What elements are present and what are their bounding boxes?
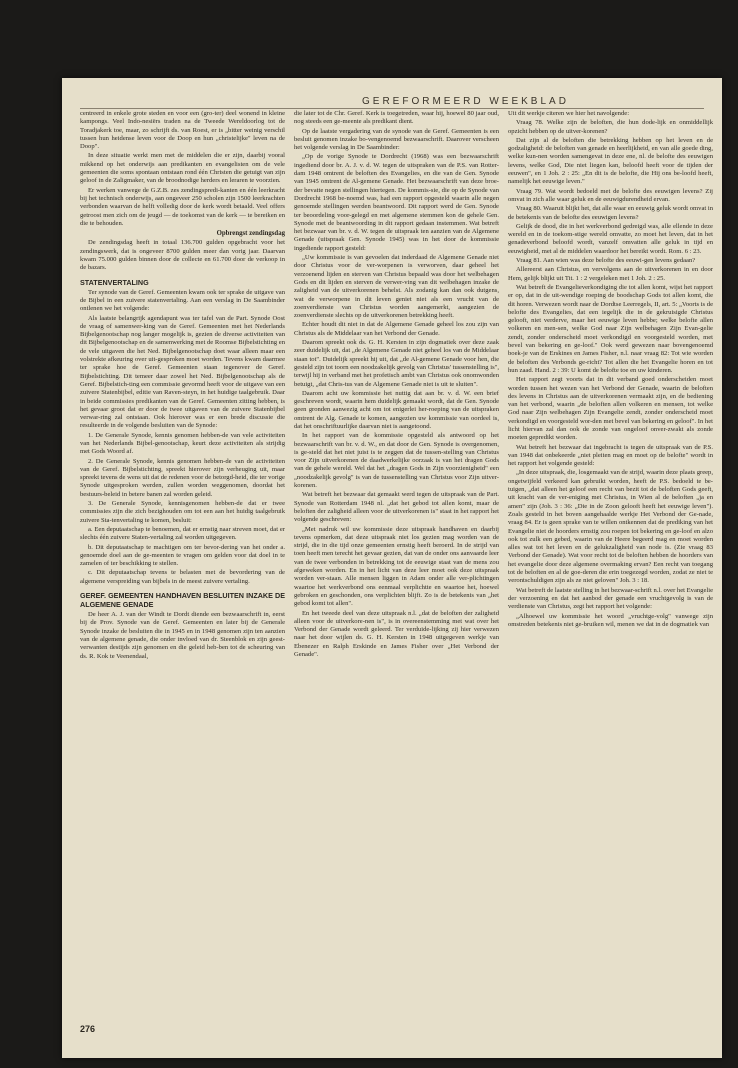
paragraph: Vraag 78. Welke zijn de beloften, die hun dode-lijk en onmiddellijk opzicht hebben op de uitver-korenen? bbox=[508, 119, 713, 135]
paragraph: Vraag 80. Waaruit blijkt het, dat alle waar en eeuwig geluk wordt omvat in de betekenis van de belofte des eeuwigen levens? bbox=[508, 205, 713, 221]
paragraph: Wat betreft de Evangelieverkondiging die tot allen komt, wijst het rapport er op, dat in de uit-wendige roeping de boodschap Gods tot allen komt, die dit horen. Verwezen wordt naar de Dordtse Leerregels, II, art. 5: „Voorts is de belofte des Evangelies, dat een iegelijk die in de gekruisigde Christus gelooft, niet verderve, maar het eeuwige leven hebbe; welke belofte allen volkeren en men-sen, welke God naar Zijn welbehagen Zijn Evan-gelie zendt, zonder onderscheid moet verkondigd en voorgesteld worden, met bevel van bekering en ge-loof." Ook werd gewezen naar bovengenoemd boek-je van de Erskines en James Fisher, n.l. naar vraag 82: Tot wie worden de beloften des Verbonds ge-richt? Tot allen die het Evangelie horen en tot hun zaad. Hand. 2 : 39: U komt de belofte toe en uw kinderen. bbox=[508, 283, 713, 374]
paragraph: Gelijk de dood, die in het werkverbond gedreigd was, alle ellende in deze wereld en in de toekom-stige wereld omvatte, zo moet het leven, dat in het genadeverbond beloofd wordt, vanzelf omvatten alle geluk in tijd en eeuwigheid, met al de middelen waardoor het bereikt wordt. Rom. 6 : 23. bbox=[508, 222, 713, 255]
section-heading: GEREF. GEMEENTEN HANDHAVEN BESLUITEN INZAKE DE ALGEMENE GENADE bbox=[80, 591, 285, 610]
paragraph: „Op de vorige Synode te Dordrecht (1968) was een bezwaarschrift ingediend door br. A. J. v. d. W. tegen de uitspraken van de P.S. van Rotter-dam 1948 omtrent de beloften des Evangelies, en die van de Gen. Synode van 1945 omtrent de Al-gemene Genade. Het bezwaarschrift van deze broe-der bevatte negen stellingen hiertegen. De kommis-sie, die op de Synode van Dordrecht 1968 be-noemd was, had een rapport opgesteld waarin alle negen genoemde stellingen werden beantwoord. Dit rapport werd de Gen. Synode ter beoordeling voor-gelegd en met algemene stemmen kon de gehele Gen. Synode met de beantwoording in dit rapport gedaan instemmen. Wat betreft het bezwaar van br. v. d. W. tegen de uitspraak ten aanzien van de Algemene Genade (uitspraak Gen. Synode 1945) was in het door de kommissie ingediende rapport gesteld: bbox=[294, 153, 499, 252]
subheading: Opbrengst zendingsdag bbox=[216, 230, 285, 238]
paragraph: 3. De Generale Synode, kennisgenomen hebben-de dat er twee commissies zijn die zich bezighouden om tot een aan het huidig taalgebruik zuivere Sta-tenvertaling te komen, besluit: bbox=[80, 500, 285, 524]
column-3 bbox=[508, 110, 713, 630]
paragraph: 2. De Generale Synode, kennis genomen hebben-de van de activiteiten van de Geref. Bijbelstichting, spreekt hierover zijn verheuging uit, maar spreekt tevens de wens uit dat de redenen voor de betorgd-heid, die ter vorige Synode uitgesproken werden, zullen worden weggenomen, doordat het bestuurs-beleid in betere banen zal worden geleid. bbox=[80, 457, 285, 498]
paragraph: centreerd in enkele grote steden en voor een (gro-ter) deel wonend in kleine kampongs. Veel Indo-nesiërs traden na de Tweede Wereldoorlog tot de Toradjakerk toe, maar, zo schrijft ds. van Roest, er is „bitter weinig verschil tussen hun heidense leven voor de Doop en hun „christelijke" leven na de Doop". bbox=[80, 110, 285, 151]
paragraph: Vraag 81. Aan wien was deze belofte des eeuwi-gen levens gedaan? bbox=[516, 257, 696, 265]
paragraph: En het tweede deel van deze uitspraak n.l. „dat de beloften der zaligheid alleen voor de uitverkore-nen is", is in overeenstemming met wat over het Verbond der Genade wordt geleerd. Ter verduide-lijking zij hier verwezen naar het door wijlen ds. G. H. Kersten in 1948 uitgegeven werkje van Ebenezer en Ralph Erskinde en James Fisher over „Het Verbond der Genade". bbox=[294, 609, 499, 658]
paragraph: In deze situatie werkt men met de middelen die er zijn, daarbij vooral mikkend op het onderwijs aan predikanten en evangelisten om de vele gemeenten die soms spontaan ontstaan rond één Christen die getuigt van zijn geloof in de Zaligmaker, van de broodnodige herders en leraren te voorzien. bbox=[80, 152, 285, 185]
column-2 bbox=[294, 110, 499, 660]
page-header: GEREFORMEERD WEEKBLAD bbox=[362, 96, 569, 107]
paragraph: De heer A. J. van der Windt te Dordt diende een bezwaarschrift in, eerst bij de Prov. Synode van de Geref. Gemeenten en later bij de Generale Synode inzake de besluiten die in 1945 en in 1948 genomen zijn ten aanzien van de algemene genade, die onder invloed van dr. Steenblok en zijn geest-verwanten destijds zijn genomen en die geleid heb-ben tot de scheuring van ds. R. Kok te Veenendaal, bbox=[80, 611, 285, 660]
paragraph: „Alhoewel uw kommissie het woord „vruchtge-volg" vanwege zijn omstreden betekenis niet ge-bruiken wil, menen we dat in de dogmatiek van bbox=[508, 612, 713, 628]
paragraph: Als laatste belangrijk agendapunt was ter tafel van de Part. Synode Oost de vraag of samenwer-king van de Geref. Gemeenten met het Nederlands Bijbelgenootschap nog langer mogelijk is, gezien de diverse activiteiten van dit Bijbelgenootschap en de samenwerking met de Roomse Bijbelstichting en de vele uitgaven die het Ned. Bijbelgenootschap doet waar alleen maar een volstrekte afkeuring over uit-gesproken moet worden. Tevens kwam daarmee ter sprake hoe de Geref. Gemeenten staan tegenover de Geref. Bijbelstichting. Dit temeer daar zowel het Ned. Bijbelgenootschap als de Geref. Bijbelstich-ting een commissie gevormd heeft voor de uitgave van een zuivere Statenbijbel, editie van Raven-steyn, in het huidige taalgebruik. Daar in beide commissies predikanten van de Geref. Gemeenten zitting hebben, is het gevaar groot dat er door de twee uitgaven van de zuivere Statenbijbel verwar-ring zal ontstaan. Ook hierover was er een brede discussie die resulteerde in de volgende besluiten van de Synode: bbox=[80, 314, 285, 430]
paragraph: Allereerst aan Christus, en vervolgens aan de uitverkorenen in en door Hem, gelijk blijkt uit Tit. 1 : 2 vergeleken met 1 Joh. 2 : 25. bbox=[508, 266, 713, 282]
paragraph: Uit dit werkje citeren we hier het navolgende: bbox=[508, 110, 630, 117]
paragraph: Het rapport zegt voorts dat in dit verband goed onderscheiden moet worden tussen het wezen van het Verbond der Genade, waarin de beloften des levens in Christus aan de uitverkorenen vermaakt zijn, en de bediening van het verbond, waarin „de beloften allen volkeren en mensen, tot welke God naar Zijn welbehagen Zijn Evangelie zendt, zonder onderscheid moet verkondigd en voorgesteld wor-den met bevel van bekering en geloof". In het licht hiervan zal dan ook de zonde van ongeloof onver-zwakt als zonde moeten gepredikt worden. bbox=[508, 376, 713, 442]
paragraph: a. Een deputaatschap te benoemen, dat er ernstig naar streven moet, dat er slechts één zuivere Staten-vertaling zal worden uitgegeven. bbox=[80, 525, 285, 542]
paragraph: „Uw kommissie is van gevoelen dat inderdaad de Algemene Genade niet door Christus voor de ver-worpenen is verworven, daar geheel het verzoenend lijden en sterven van Christus bepaald was door het welbehagen Gods en dit lijden en sterven de verwer-ving van dit welbehagen inzake de zaligheid van de uitverkorenen behelst. Als zodanig kan dan ook dutgens, wat de verworpene in dit leven geniet niet als een vrucht van de zoenverdienste van Christus worden aangemerkt, aangezien de zoenverdienste slechts op de uitverkorenen betrekking heeft. bbox=[294, 254, 499, 320]
paragraph: Er werken vanwege de G.Z.B. zes zendingspredi-kanten en één leerkracht bij het technisch onderwijs, aan ongeveer 250 scholen zijn 1500 leerkrachten verbonden waarvan de helft volledig door de kerk wordt betaald. Veel offers getroost men zich om de jeugd — de toekomst van de kerk — te bereiken en die te behouden. bbox=[80, 186, 285, 227]
paragraph: Op de laatste vergadering van de synode van de Geref. Gemeenten is een besluit genomen inzake bo-vengenoemd bezwaarschrift. Daarover verscheen het volgende verslag in De Saambinder: bbox=[294, 127, 499, 152]
paragraph: Vraag 79. Wat wordt bedoeld met de belofte des eeuwigen levens? Zij omvat in zich alle waar geluk en de eeuwigdurendheid ervan. bbox=[508, 187, 713, 203]
paragraph: Daarom spreekt ook ds. G. H. Kersten in zijn dogmatiek over deze zaak zeer duidelijk uit, dat „de Algemene Genade niet geheel los van de Middelaar staan tot". Duidelijk spreekt hij uit, dat „de Al-gemene Genade voor hen, die gesteld zijn tot toorn een noodzakelijk gevolg van Christus' tussenstelling is", terwijl hij in verband met het profetisch ambt van Christus ook onomwonden betuigt, „dat Chris-tus van de Algemene Genade niet is uit te sluiten". bbox=[294, 339, 499, 388]
paragraph: c. Dit deputaatschap tevens te belasten met de bevordering van de algemene verspreiding van bijbels in de meest zuivere vertaling. bbox=[80, 569, 285, 585]
newspaper-page bbox=[62, 78, 722, 1058]
paragraph: Wat betreft de laatste stelling in het bezwaar-schrift n.l. over het Evangelie der verzoening en dat het aanbod der genade een vruchtgevolg is van de verdienste van Christus, zegt het rapport het volgende: bbox=[508, 586, 713, 611]
paragraph: Wat betreft het bezwaar dat ingebracht is tegen de uitspraak van de P.S. van 1948 dat onbekeerde „niet pleiten mag en moet op de belofte" wordt in het rapport het volgende gesteld: bbox=[508, 443, 713, 468]
header-rule bbox=[80, 108, 704, 109]
paragraph: In het rapport van de kommissie opgesteld als antwoord op het bezwaarschrift van br. v. d. W., en dat door de Gen. Synode is overgenomen, is ge-steld dat het niet juist is te zeggen dat de tussen-stelling van Christus voor Zijn uitverkorenen de daadwerkelijke oorzaak is van het dragen Gods van de gehele wereld. Wel dat het „dragen Gods in Zijn voorzienigheid" een „noodzakelijk gevolg" is van de tussenstelling van Christus voor Zijn uitver-korenen. bbox=[294, 432, 499, 490]
section-heading: STATENVERTALING bbox=[80, 277, 149, 287]
paragraph: die later tot de Chr. Geref. Kerk is toegetreden, waar hij, hoewel 80 jaar oud, nog steeds een ge-meente als predikant dient. bbox=[294, 110, 499, 126]
paragraph: Ter synode van de Geref. Gemeenten kwam ook ter sprake de uitgave van de Bijbel in een zuivere statenvertaling. Aan een verslag in De Saambinder ontlenen we het volgende: bbox=[80, 288, 285, 313]
paragraph: Daarom acht uw kommissie het nuttig dat aan br. v. d. W. een brief geschreven wordt, waarin hem duidelijk gemaakt wordt, dat de Gen. Synode geen gronden aanwezig acht om tot enigerlei her-roeping van de uitspraken omtrent de Alg. Genade te komen, aangezien uw kommissie van oordeel is, dat het onschriftuurlijke daarvan niet is aangetoond. bbox=[294, 389, 499, 430]
paragraph: b. Dit deputaatschap te machtigen om ter bevor-dering van het onder a. genoemde doel aan de ge-meenten te vragen om gelden voor dat doel in te zamelen of ter beschikking te stellen. bbox=[80, 543, 285, 568]
paragraph: Echter houdt dit niet in dat de Algemene Genade geheel los zou zijn van Christus als de Middelaar van het Verbond der Genade. bbox=[294, 321, 499, 337]
paragraph: „In deze uitspraak, die, losgemaakt van de strijd, waarin deze plaats greep, ongetwijfeld verkeerd kan gebruikt worden, heeft de P.S. bedoeld te be-tuigen, „dat alleen het geloof een recht van bezit tot de beloften Gods geeft, uit kracht van de ver-eniging met Christus, in Wien al de beloften „ja en amen" zijn (Joh. 3 : 36: „Die in de Zoon gelooft heeft het eeuwige leven"). Zoals gesteld in het boven aangehaalde werkje Het Verbond der Ge-nade, vraag 84. Er is geen sprake van te willen ontkennen dat de prediking van het Evangelie niet de hoorders ernstig zou roepen tot bekering en ge-loof en alzo ook tot zulk een gebed, waarin van de Heere begeerd mag en moet worden alles wat tot het leven en de gelukzaligheid van node is. (Zie vraag 83 Verbond der Genade). Wat voor recht tot de beloften hebben de hoorders van het evangelie door deze algemene overmaking ervan? Een recht van toegang tot de beloften en al de goe-deren die erin toegezegd worden, zodat ze niet te verontschuldigen zijn als ze niet geloven" Joh. 3 : 18. bbox=[508, 469, 713, 585]
column-1 bbox=[80, 110, 285, 662]
paragraph: Dat zijn al de beloften die betrekking hebben op het leven en de godzaligheid: de beloften van genade en heerlijkheid, en van alle goede ding, welke kun-nen worden samengevat in deze ene, nl. de belofte des eeuwigen levens, welke God, Die niet liegen kan, beloofd heeft voor de tijden der eeuwen", en 1 Joh. 2 : 25: „En dit is de belofte, die Hij ons be-loofd heeft, namelijk het eeuwige leven." bbox=[508, 136, 713, 186]
page-number: 276 bbox=[80, 1024, 96, 1034]
paragraph: De zendingsdag heeft in totaal 136.700 gulden opgebracht voor het zendingswerk, dat is ongeveer 8700 gulden meer dan vorig jaar. Daarvan kwam 75.000 gulden binnen door de collecte en 61.700 door de verkoop in de bazars. bbox=[80, 239, 285, 272]
paragraph: Wat betreft het bezwaar dat gemaakt werd tegen de uitspraak van de Part. Synode van Rotterdam 1948 nl. „dat het gebod tot allen komt, maar de beloften der zaligheid alleen voor de uitverkorenen is" staat in het rapport het volgende geschreven: bbox=[294, 491, 499, 524]
paragraph: 1. De Generale Synode, kennis genomen hebben-de van vele activiteiten van het Nederlands Bijbel-genootschap, keurt deze activiteiten als strijdig met Gods Woord af. bbox=[80, 431, 285, 456]
paragraph: „Met nadruk wil uw kommissie deze uitspraak handhaven en daarbij tevens opmerken, dat deze uitspraak niet los gezien mag worden van de strijd, die in die tijd onze gemeenten ernstig heeft beroerd. In de strijd van toen heeft men terecht het gevaar gezien, dat van de onder ons aanvaarde leer van de twee verbonden in betrekking tot de eeuwige staat van de mens zou afgeweken worden. En in het licht van deze leer moet ook deze uitspraak worden ver-staan. Alle mensen liggen in Adam onder alle ver-plichtingen waartoe het werkverbond ons eenmaal verplichtte en waartoe het, hoewel gebroken en geschonden, ons verplichten blijft. Zo is de betekenis van „het gebod komt tot allen". bbox=[294, 525, 499, 608]
